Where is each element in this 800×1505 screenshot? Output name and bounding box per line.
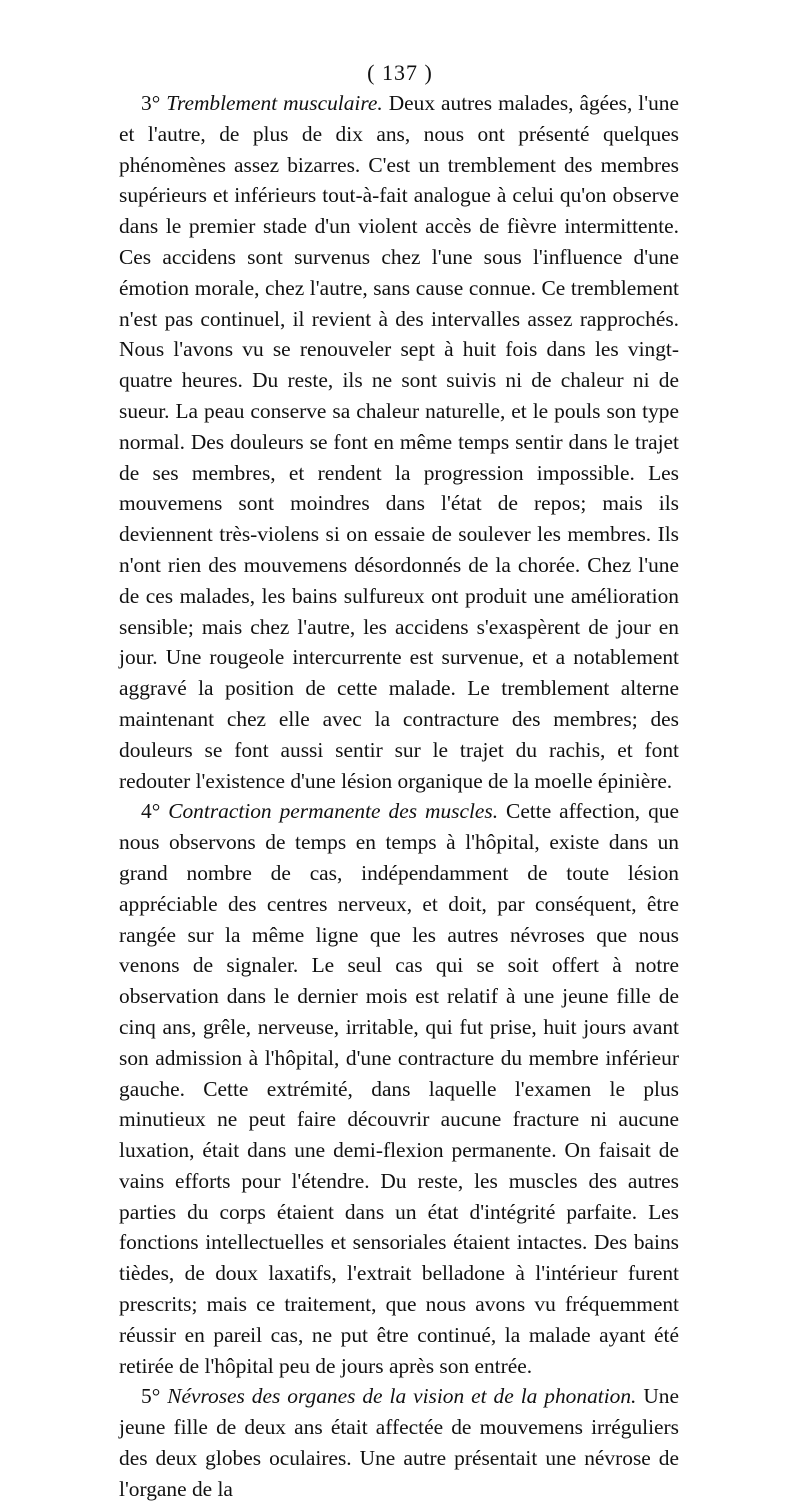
section-body: Deux autres malades, âgées, l'une et l'autre, de plus de dix ans, nous ont présenté quelques phénomènes assez bizarres. C'est un tremblement des membres supérieurs et inférieurs tout-à-fait analogue à celui qu'on observe dans le premier stade d'un violent accès de fièvre intermittente. Ces accidens sont survenus chez l'une sous l'influence d'une émotion morale, chez l'autre, sans cause connue. Ce tremblement n'est pas continuel, il revient à des intervalles assez rapprochés. Nous l'avons vu se renouveler sept à huit fois dans les vingt-quatre heures. Du reste, ils ne sont suivis ni de chaleur ni de sueur. La peau conserve sa chaleur naturelle, et le pouls son type normal. Des douleurs se font en même temps sentir dans le trajet de ses membres, et rendent la progression impossible. Les mouvemens sont moindres dans l'état de repos; mais ils deviennent très-violens si on essaie de soulever les membres. Ils n'ont rien des mouvemens désordonnés de la chorée. Chez l'une de ces malades, les bains sulfureux ont produit une amélioration sensible; mais chez l'autre, les accidens s'exaspèrent de jour en jour. Une rougeole intercurrente est survenue, et a notablement aggravé la position de cette malade. Le tremblement alterne maintenant chez elle avec la contracture des membres; des douleurs se font aussi sentir sur le trajet du rachis, et font redouter l'existence d'une lésion organique de la moelle épinière.	[119, 91, 679, 793]
section-numeral: 4°	[141, 799, 169, 824]
section-heading: Contraction permanente des muscles.	[168, 799, 507, 824]
section-paragraph	[119, 1381, 679, 1504]
section-body: Cette affection, que nous observons de temps en temps à l'hôpital, existe dans un grand nombre de cas, indépendamment de toute lésion appréciable des centres nerveux, et doit, par conséquent, être rangée sur la même ligne que les autres névroses que nous venons de signaler. Le seul cas qui se soit offert à notre observation dans le dernier mois est relatif à une jeune fille de cinq ans, grêle, nerveuse, irritable, qui fut prise, huit jours avant son admission à l'hôpital, d'une contracture du membre inférieur gauche. Cette extrémité, dans laquelle l'examen le plus minutieux ne peut faire découvrir aucune fracture ni aucune luxation, était dans une demi-flexion permanente. On faisait de vains efforts pour l'étendre. Du reste, les muscles des autres parties du corps étaient dans un état d'intégrité parfaite. Les fonctions intellectuelles et sensoriales étaient intactes. Des bains tièdes, de doux laxatifs, l'extrait belladone à l'intérieur furent prescrits; mais ce traitement, que nous avons vu fréquemment réussir en pareil cas, ne put être continué, la malade ayant été retirée de l'hôpital peu de jours après son entrée.	[119, 799, 679, 1378]
section-numeral: 5°	[141, 1384, 168, 1409]
section-body: Une jeune fille de deux ans était affectée de mouvemens irréguliers des deux globes oculaires. Une autre présentait une névrose de l'organe de la	[119, 1384, 679, 1501]
section-heading: Névroses des organes de la vision et de la phonation.	[167, 1384, 644, 1409]
section-heading: Tremblement musculaire.	[166, 91, 389, 115]
text-body	[119, 88, 679, 1505]
page-number: ( 137 )	[367, 60, 433, 85]
section-numeral: 3°	[141, 91, 167, 115]
section-paragraph	[119, 88, 679, 796]
section-paragraph	[119, 796, 679, 1381]
